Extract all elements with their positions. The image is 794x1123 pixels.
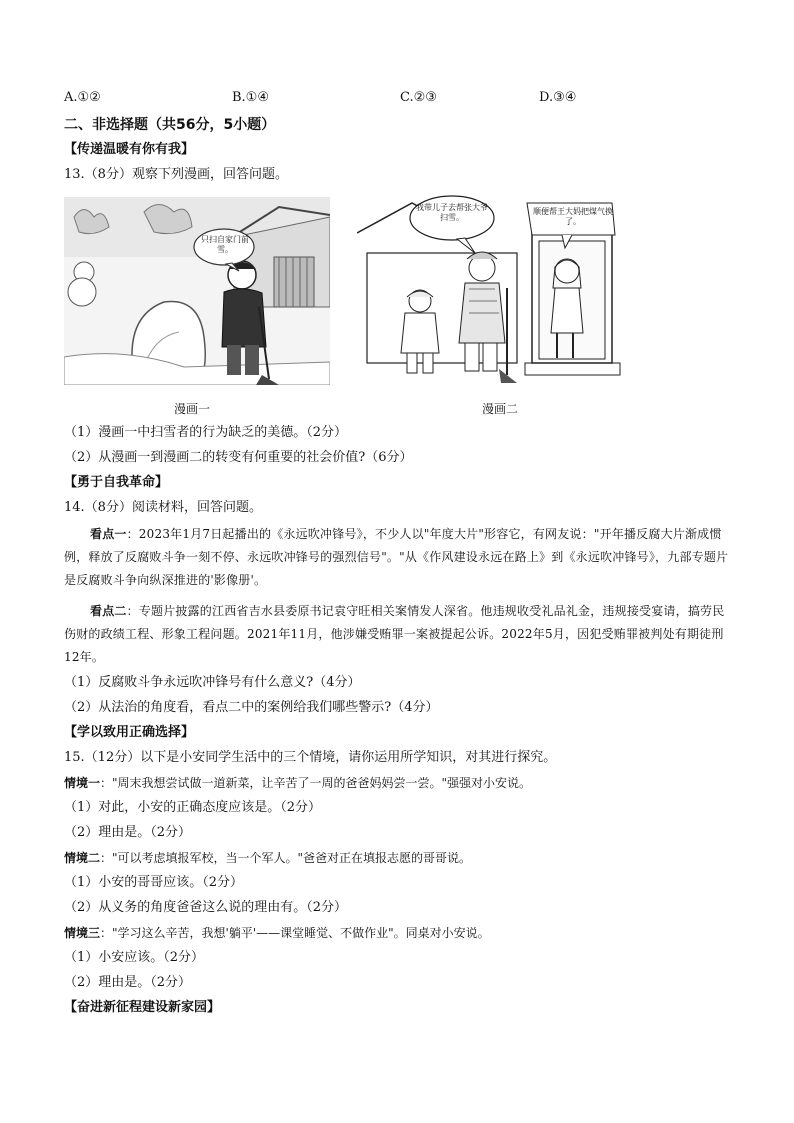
q14-stem: 14.（8分）阅读材料，回答问题。	[64, 500, 262, 515]
choice-b: B.①④	[232, 90, 269, 105]
q15-s3-q2: （2）理由是。（2分）	[64, 975, 192, 990]
q15-s2-q2: （2）从义务的角度爸爸这么说的理由有。（2分）	[64, 900, 348, 915]
q15-scenario-3	[64, 924, 490, 942]
choice-d: D.③④	[539, 90, 577, 105]
q15-s3-q1: （1）小安应该。（2分）	[64, 950, 205, 965]
q15-s1-q1: （1）对此，小安的正确态度应该是。（2分）	[64, 800, 322, 815]
q14-sub1: （1）反腐败斗争永远吹冲锋号有什么意义?（4分）	[64, 675, 361, 690]
q13-sub2: （2）从漫画一到漫画二的转变有何重要的社会价值?（6分）	[64, 450, 413, 465]
q15-scenario-3-text: ："学习这么辛苦，我想'躺平'——课堂睡觉、不做作业"。同桌对小安说。	[100, 926, 490, 940]
q14-viewpoint-1-lead: 看点一	[90, 527, 127, 541]
choice-a: A.①②	[64, 90, 101, 105]
q14-sub2: （2）从法治的角度看，看点二中的案例给我们哪些警示?（4分）	[64, 700, 439, 715]
comic-two-bubble-2: 顺便帮王大妈把煤气换了。	[533, 207, 613, 226]
comic-one-bubble: 只扫自家门前雪。	[201, 235, 249, 254]
q13-stem: 13.（8分）观察下列漫画，回答问题。	[64, 167, 288, 182]
q15-scenario-3-lead: 情境三	[64, 926, 101, 940]
section-title: 二、非选择题（共56分，5小题）	[64, 117, 276, 133]
q15-scenario-2-lead: 情境二	[64, 851, 101, 865]
topic-heading-3: 【学以致用正确选择】	[64, 725, 195, 740]
comic-two-image	[357, 193, 622, 385]
topic-heading-2: 【勇于自我革命】	[64, 475, 169, 490]
q15-scenario-1-lead: 情境一	[64, 776, 101, 790]
q15-scenario-2	[64, 849, 471, 867]
q14-viewpoint-2-text: ：专题片披露的江西省吉水县委原书记袁守旺相关案情发人深省。他违规收受礼品礼金，违规接受宴请，搞劳民伤财的政绩工程、形象工程问题。2021年11月，他涉嫌受贿罪一案被提起公诉。2022年5月，因犯受贿罪被判处有期徒刑12年。	[64, 604, 725, 664]
q15-stem: 15.（12分）以下是小安同学生活中的三个情境，请你运用所学知识，对其进行探究。	[64, 750, 557, 765]
q15-scenario-2-text: ："可以考虑填报军校，当一个军人。"爸爸对正在填报志愿的哥哥说。	[100, 851, 472, 865]
q15-s1-q2: （2）理由是。（2分）	[64, 825, 192, 840]
comic-one-caption: 漫画一	[174, 402, 211, 416]
topic-heading-4: 【奋进新征程建设新家园】	[64, 1000, 221, 1015]
comic-one-image	[64, 197, 330, 385]
topic-heading-1: 【传递温暖有你有我】	[64, 142, 195, 157]
q14-viewpoint-1-text: ：2023年1月7日起播出的《永远吹冲锋号》，不少人以"年度大片"形容它，有网友说："开年播反腐大片渐成惯例，释放了反腐败斗争一刻不停、永远吹冲锋号的强烈信号"。"从《作风建设永远在路上》到《永远吹冲锋号》，九部专题片是反腐败斗争向纵深推进的'影像册'。	[64, 527, 729, 587]
comic-two-caption: 漫画二	[482, 402, 519, 416]
choice-c: C.②③	[400, 90, 437, 105]
q15-scenario-1-text: ："周末我想尝试做一道新菜，让辛苦了一周的爸爸妈妈尝一尝。"强强对小安说。	[100, 776, 532, 790]
q15-s2-q1: （1）小安的哥哥应该。（2分）	[64, 875, 244, 890]
q14-viewpoint-2	[64, 600, 734, 669]
q14-viewpoint-1	[64, 523, 734, 592]
q14-viewpoint-2-lead: 看点二	[90, 604, 127, 618]
q15-scenario-1	[64, 774, 531, 792]
comic-two-bubble-1: 我带儿子去帮张大爷扫雪。	[416, 203, 488, 222]
q13-sub1: （1）漫画一中扫雪者的行为缺乏的美德。（2分）	[64, 425, 348, 440]
choice-row	[64, 90, 664, 108]
